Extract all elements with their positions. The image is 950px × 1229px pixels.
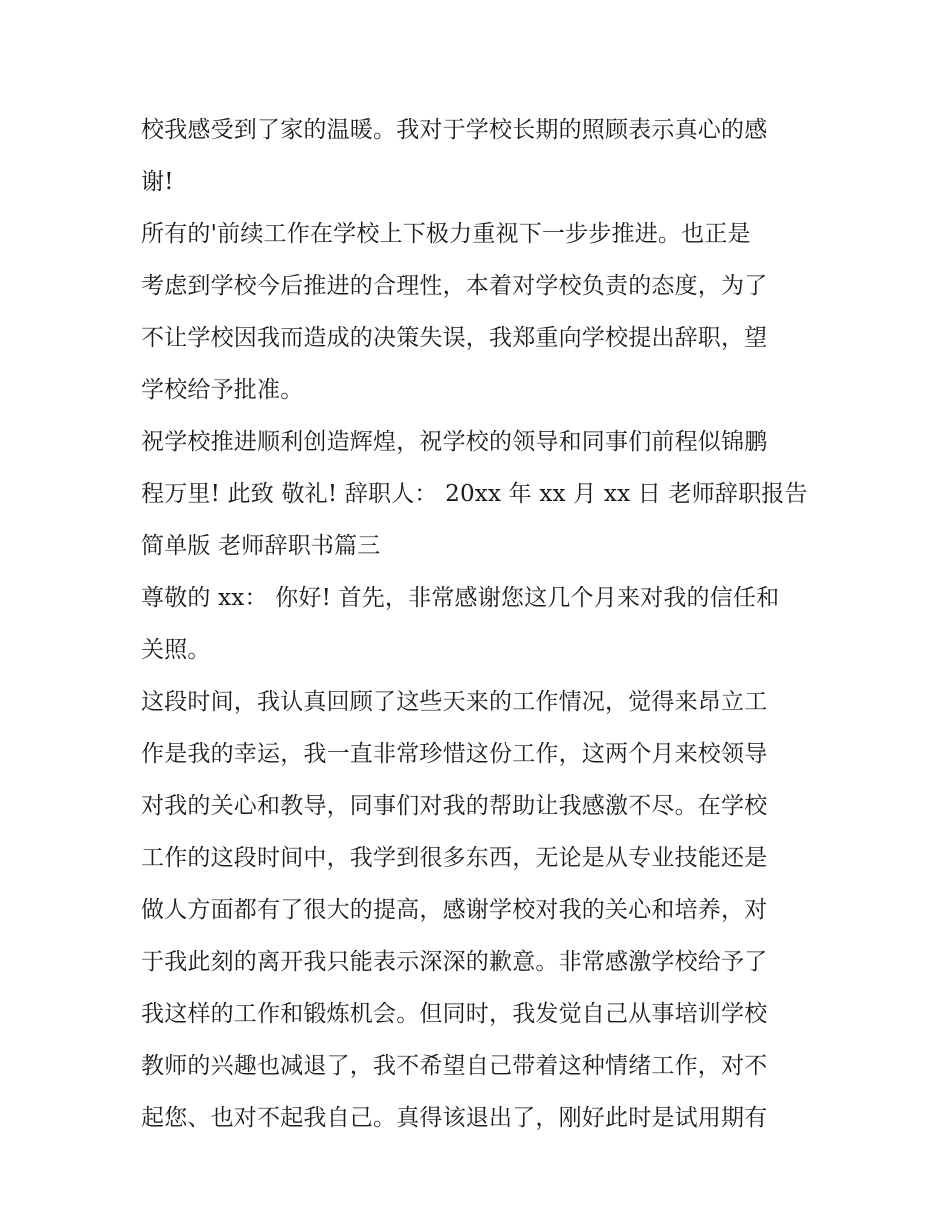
- text-line: 做人方面都有了很大的提高，感谢学校对我的关心和培养，对: [141, 897, 768, 923]
- text-line: 谢!: [141, 169, 174, 195]
- text-line: 这段时间，我认真回顾了这些天来的工作情况，觉得来昂立工: [141, 689, 768, 715]
- text-line: 我这样的工作和锻炼机会。但同时，我发觉自己从事培训学校: [141, 1001, 768, 1027]
- text-line: 对我的关心和教导，同事们对我的帮助让我感激不尽。在学校: [141, 793, 768, 819]
- text-line: 校我感受到了家的温暖。我对于学校长期的照顾表示真心的感: [141, 117, 768, 143]
- text-line: 程万里! 此致 敬礼! 辞职人： 20xx 年 xx 月 xx 日 老师辞职报告: [141, 481, 808, 507]
- text-line: 尊敬的 xx： 你好! 首先，非常感谢您这几个月来对我的信任和: [141, 585, 780, 611]
- text-line: 于我此刻的离开我只能表示深深的歉意。非常感激学校给予了: [141, 949, 768, 975]
- text-line: 考虑到学校今后推进的合理性，本着对学校负责的态度，为了: [141, 273, 768, 299]
- text-line: 工作的这段时间中，我学到很多东西，无论是从专业技能还是: [141, 845, 768, 871]
- document-body: [141, 104, 821, 1144]
- text-line: 教师的兴趣也减退了，我不希望自己带着这种情绪工作，对不: [141, 1053, 768, 1079]
- text-line: 祝学校推进顺利创造辉煌，祝学校的领导和同事们前程似锦鹏: [141, 429, 768, 455]
- text-line: 所有的'前续工作在学校上下极力重视下一步步推进。也正是: [141, 221, 751, 247]
- text-line: 简单版 老师辞职书篇三: [141, 533, 381, 559]
- text-line: 学校给予批准。: [141, 377, 304, 403]
- text-line: 起您、也对不起我自己。真得该退出了，刚好此时是试用期有: [141, 1105, 768, 1131]
- text-line: 作是我的幸运，我一直非常珍惜这份工作，这两个月来校领导: [141, 741, 768, 767]
- text-line: 不让学校因我而造成的决策失误，我郑重向学校提出辞职，望: [141, 325, 768, 351]
- text-line: 关照。: [141, 637, 211, 663]
